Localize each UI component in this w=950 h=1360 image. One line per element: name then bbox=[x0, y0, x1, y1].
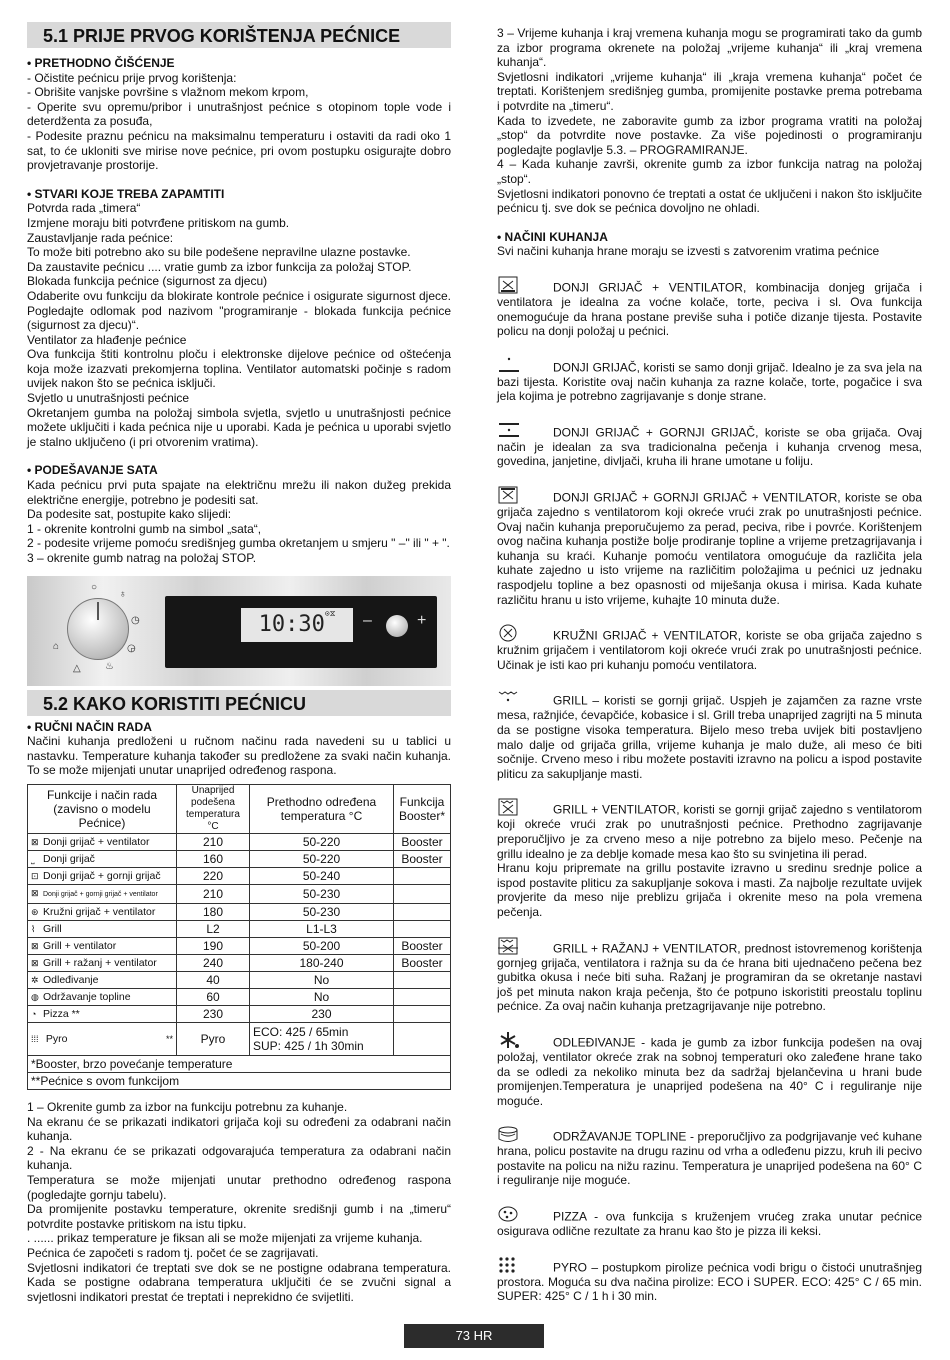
table-note-row bbox=[28, 1055, 451, 1072]
subheading-stvari: • STVARI KOJE TREBA ZAPAMTITI bbox=[27, 186, 225, 201]
table-note-row bbox=[28, 1072, 451, 1089]
paragraph: - Podesite praznu pećnicu na maksimalnu temperaturu i ostaviti da radi oko 1 sat, to će ukloniti sve mirise nove pećnice, pri ovom postupku osigurajte dobro provjetravanje prostorije. bbox=[27, 128, 451, 173]
functions-table bbox=[27, 784, 451, 1090]
mode-description bbox=[497, 623, 922, 672]
preset-temp-cell: 180 bbox=[177, 903, 250, 920]
function-name: Odleđivanje bbox=[43, 973, 99, 986]
bottom-icon bbox=[497, 355, 531, 375]
display-panel bbox=[165, 596, 437, 668]
paragraph: Zaustavljanje rada pećnice: bbox=[27, 230, 174, 245]
paragraph: Pećnica će započeti s radom tj. počet će se zagrijavati. bbox=[27, 1245, 319, 1260]
function-icon: ⌇ bbox=[31, 923, 36, 934]
pyro-eco: ECO: 425 / 65min bbox=[253, 1024, 349, 1039]
preset-temp-cell: 230 bbox=[177, 1005, 250, 1022]
function-name: Donji grijač + ventilator bbox=[43, 835, 150, 848]
mode-description bbox=[497, 485, 922, 607]
mode-text: DONJI GRIJAČ, koristi se samo donji grijač. Idealno je za sva jela na bazi tijesta. Koristite ovaj način kuhanja za razne kolače, torte, pogačice i sva jela kojima je potrebno zagrijavanje s donje strane. bbox=[497, 360, 922, 404]
cooking-mode-keep-warm bbox=[497, 1124, 922, 1188]
paragraph: - Operite svu opremu/pribor i unutrašnjost pećnice s otopinom tople vode i deterdženta za posuđa, bbox=[27, 99, 451, 129]
bulb-icon: ♁ bbox=[119, 588, 127, 600]
circular-fan-icon bbox=[497, 623, 531, 643]
paragraph: Da podesite sat, postupite kako slijedi: bbox=[27, 507, 232, 522]
booster-cell bbox=[394, 988, 451, 1005]
paragraph: Svjetlosni indikatori „vrijeme kuhanja“ ili „kraja vremena kuhanja“ počet će treptati. Korištenjem središnjeg gumba, promijenite postavke prema potrebama i potvrdite na „timeru“. bbox=[497, 69, 922, 113]
pizza-icon bbox=[497, 1204, 531, 1224]
paragraph: 2 - podesite vrijeme pomoću središnjeg gumba okretanjem u smjeru " –" ili " + ". bbox=[27, 536, 450, 551]
rucni-text: Načini kuhanja predloženi u ručnom načinu rada navedeni su u tablici u nastavku. Temperature kuhanja također su predložene za svaki način kuhanja. To se može mijenjati unutar unaprijed određenog raspona. bbox=[27, 734, 451, 778]
paragraph: Svjetlo u unutrašnjosti pećnice bbox=[27, 391, 190, 406]
paragraph: - Očistite pećnicu prije prvog korištenja: bbox=[27, 70, 237, 85]
range-cell: 50-200 bbox=[250, 937, 394, 954]
mode-text: GRILL + VENTILATOR, koristi se gornji grijač zajedno s ventilatorom koji okreće vrući zrak po unutrašnjosti pećnice. Prethodno zagrijavanje preporučljivo je za crveno meso a nije potrebno za bijelo meso. Pečenje na grillu idealno je za deblje komade mesa kao što su svinjetina ili perad. bbox=[497, 802, 922, 861]
cooking-mode-grill-fan bbox=[497, 797, 922, 919]
function-name-cell bbox=[28, 971, 177, 988]
rotisserie-icon bbox=[497, 936, 531, 956]
function-icon: ⊠ bbox=[31, 887, 39, 898]
table-row bbox=[28, 1005, 451, 1022]
function-name-cell bbox=[28, 988, 177, 1005]
function-icon: ⊡ bbox=[31, 870, 39, 881]
page-number: 73 HR bbox=[404, 1324, 544, 1348]
paragraph: Kada pećnicu prvi puta spajate na električnu mrežu ili nakon dužeg prekida električne energije, potrebno je podesiti sat. bbox=[27, 478, 451, 507]
mode-text: DONJI GRIJAČ + GORNJI GRIJAČ, koriste se oba grijača. Ovaj način je idealan za sva tradicionalna pečenja i kuhanja crvenog mesa, govedina, janjetine, divljači, kruha ili hrane umotane u foliju. bbox=[497, 425, 922, 469]
function-name-cell bbox=[28, 903, 177, 920]
function-icon: ⊠ bbox=[31, 940, 39, 951]
mode-description bbox=[497, 275, 922, 339]
function-name: Donji grijač + gornji grijač + ventilator bbox=[43, 890, 158, 898]
paragraph: Svjetlosni indikatori ponovno će treptati a ostat će uključeni i nakon što isključite pećnicu tj. sve dok se pećnica dovoljno ne ohladi. bbox=[497, 186, 922, 216]
function-name-cell bbox=[28, 884, 177, 903]
after-table-text bbox=[27, 1100, 451, 1304]
function-icon: ◔ bbox=[31, 1008, 37, 1019]
range-cell: 180-240 bbox=[250, 954, 394, 971]
cooking-mode-top-bottom-fan bbox=[497, 485, 922, 607]
function-icon: ⊛ bbox=[31, 906, 39, 917]
table-row bbox=[28, 971, 451, 988]
paragraph: Ova funkcija štiti kontrolnu ploču i elektronske dijelove pećnice od oštećenja koja može izazvati prekomjerna toplina. Ventilator automatski počinje s radom uvijek nakon što se pećnica isključi. bbox=[27, 347, 451, 391]
range-cell: 230 bbox=[250, 1005, 394, 1022]
paragraph: Potvrda rada „timera“ bbox=[27, 201, 141, 216]
paragraph: Da promijenite postavku temperature, okrenite središnji gumb i na „timeru“ potvrdite postavke pritiskom na istu tipku. bbox=[27, 1202, 451, 1231]
mode-text: PIZZA - ova funkcija s kruženjem vrućeg zraka unutar pećnice osigurava odlične rezultate za hranu kao što je pizza ili keksi. bbox=[497, 1209, 922, 1239]
cooking-mode-pyro bbox=[497, 1255, 922, 1304]
central-knob[interactable] bbox=[386, 615, 408, 637]
subheading-sat: • PODEŠAVANJE SATA bbox=[27, 463, 158, 478]
paragraph: Okretanjem gumba na položaj simbola svjetla, svjetlo u unutrašnjosti pećnice možete uključiti i kada pećnica nije u uporabi. Kada je pećnica u uporabi svjetlo je stalno uključeno (i pri otvorenim vratima). bbox=[27, 405, 451, 449]
function-name: Održavanje topline bbox=[43, 990, 131, 1003]
table-row bbox=[28, 954, 451, 971]
stop-icon: ○ bbox=[91, 581, 98, 593]
top-bottom-fan-icon bbox=[497, 485, 531, 505]
range-cell: No bbox=[250, 971, 394, 988]
range-cell: No bbox=[250, 988, 394, 1005]
mode-text: PYRO – postupkom pirolize pećnica vodi brigu o čistoći unutrašnjeg prostora. Moguća su dva načina pirolize: ECO i SUPER. ECO: 425° C / 65 min. SUPER: 425° C / 1 h i 30 min. bbox=[497, 1260, 922, 1304]
booster-cell: Booster bbox=[394, 850, 451, 867]
function-name-cell bbox=[28, 833, 177, 850]
cooking-mode-circular-fan bbox=[497, 623, 922, 672]
range-cell: L1-L3 bbox=[250, 920, 394, 937]
function-name-cell bbox=[28, 1022, 177, 1055]
pyro-icon: ⁞⁞⁞ bbox=[31, 1033, 39, 1044]
defrost-icon bbox=[497, 1030, 531, 1050]
paragraph: Na ekranu će se prikazati indikatori grijača koji su određeni za odabrani način kuhanja. bbox=[27, 1114, 451, 1144]
paragraph: 1 - okrenite kontrolni gumb na simbol „sata“, bbox=[27, 521, 262, 536]
paragraph: 3 – Vrijeme kuhanja i kraj vremena kuhanja mogu se programirati tako da gumb za izbor programa okrenete na položaj „vrijeme kuhanja“ ili „kraj vremena kuhanja“. bbox=[497, 26, 922, 70]
range-cell: 50-220 bbox=[250, 850, 394, 867]
paragraph: Blokada funkcija pećnice (sigurnost za djecu) bbox=[27, 274, 268, 289]
section-title-5-2: 5.2 KAKO KORISTITI PEĆNICU bbox=[27, 690, 451, 716]
subheading-nacini: • NAČINI KUHANJA bbox=[497, 229, 608, 244]
minus-label: – bbox=[363, 611, 372, 629]
paragraph: Kada to izvedete, ne zaboravite gumb za izbor programa vratiti na položaj „stop“ da potvrdite nove postavke. Za više pojedinosti o programiranju pogledajte poglavlje 5.3. – PROGRAMIRANJE. bbox=[497, 113, 922, 157]
mode-description bbox=[497, 420, 922, 469]
cooking-mode-grill bbox=[497, 688, 922, 781]
table-row bbox=[28, 937, 451, 954]
range-cell: 50-230 bbox=[250, 903, 394, 920]
sat-text bbox=[27, 478, 451, 566]
mode-text: GRILL + RAŽANJ + VENTILATOR, prednost istovremenog korištenja gornjeg grijača, ventilatora i ražnja su da će hrana biti ujednačeno pečena bez gubitka okusa i neće biti suha. Ražanj je programiran da se okretanje nastavi još pet minuta nakon kraja pečenja, što će potpuno iskoristiti preostalu toplinu pećnice. Za ovaj način kuhanja pretzagrijavanje nije potrebno. bbox=[497, 940, 922, 1014]
table-row bbox=[28, 903, 451, 920]
table-header-preset: Unaprijed podešena temperatura °C bbox=[177, 784, 250, 833]
range-cell: 50-230 bbox=[250, 884, 394, 903]
bell-icon: △ bbox=[73, 662, 81, 674]
cooking-mode-rotisserie bbox=[497, 936, 922, 1014]
function-name: Pizza ** bbox=[43, 1007, 80, 1020]
preset-temp-cell: 220 bbox=[177, 867, 250, 884]
preset-temp-cell: 210 bbox=[177, 833, 250, 850]
table-row bbox=[28, 920, 451, 937]
fan-bottom-icon bbox=[497, 275, 531, 295]
booster-cell bbox=[394, 920, 451, 937]
mode-description bbox=[497, 1124, 922, 1188]
table-row bbox=[28, 833, 451, 850]
left-column bbox=[27, 22, 451, 1304]
pyro-sup: SUP: 425 / 1h 30min bbox=[253, 1038, 364, 1053]
lock-icon: ⌂ bbox=[53, 640, 60, 652]
display-symbols-icon: ⊙⧖ bbox=[324, 608, 336, 618]
table-note: *Booster, brzo povećanje temperature bbox=[28, 1055, 451, 1072]
table-header-booster: Funkcija Booster* bbox=[394, 784, 451, 833]
booster-cell: Booster bbox=[394, 937, 451, 954]
booster-cell bbox=[394, 903, 451, 920]
mode-text: ODRŽAVANJE TOPLINE - preporučljivo za podgrijavanje već kuhane hrana, policu postavite na drugu razinu od vrha a odleđenu pizzu, kruh ili pecivo postavite na policu na nižu razinu. Temperatura je unaprijed podešena na 60° C i reguliranje nije moguće. bbox=[497, 1129, 922, 1188]
booster-cell: Booster bbox=[394, 954, 451, 971]
preset-temp-cell: 160 bbox=[177, 850, 250, 867]
paragraph: Odaberite ovu funkciju da blokirate kontrole pećnice i osigurate sigurnost djece. Pogledajte odlomak pod nazivom "programiranje - blokada funkcija pećnice (sigurnost za djecu)“. bbox=[27, 288, 451, 333]
display-time: 10:30 bbox=[258, 611, 325, 637]
paragraph: . ...... prikaz temperature je fiksan ali se može mijenjati za vrijeme kuhanja. bbox=[27, 1231, 423, 1246]
booster-cell: Booster bbox=[394, 833, 451, 850]
mode-description bbox=[497, 936, 922, 1014]
function-name: Kružni grijač + ventilator bbox=[43, 905, 156, 918]
mode-text: DONJI GRIJAČ + GORNJI GRIJAČ + VENTILATOR, koriste se oba grijača zajedno s ventilatorom koji okreće vrući zrak po unutrašnjosti pećnice. Ovaj način kuhanja preporučujemo za perad, peciva, ribe i povrće. Korištenjem ovog načina kuhanja postiže bolje prodiranje topline a vrijeme pretzagrijavanja i kuhanja su kraći. Kuhanje pomoću ventilatora omogućuje da različita jela kuhate zajedno u isto vrijeme na različitim položajima u pećnici uz jednaku raspodjelu topline a bez opasnosti od miješanja okusa i mirisa. Kada kuhate različitu hranu u isto vrijeme, kuhajte 10 minuta duže. bbox=[497, 490, 922, 607]
cooking-mode-bottom bbox=[497, 355, 922, 404]
section-title-5-1: 5.1 PRIJE PRVOG KORIŠTENJA PEĆNICE bbox=[27, 22, 451, 48]
cooking-mode-fan-bottom bbox=[497, 275, 922, 339]
booster-cell bbox=[394, 1022, 451, 1055]
lcd-display bbox=[241, 608, 353, 642]
table-row bbox=[28, 988, 451, 1005]
intro-text bbox=[497, 26, 922, 216]
table-header-range: Prethodno određena temperatura °C bbox=[250, 784, 394, 833]
table-row bbox=[28, 850, 451, 867]
paragraph: 1 – Okrenite gumb za izbor na funkciju potrebnu za kuhanje. bbox=[27, 1099, 348, 1114]
function-icon: ˽ bbox=[31, 853, 35, 864]
booster-cell bbox=[394, 884, 451, 903]
paragraph: Da zaustavite pećnicu .... vratie gumb za izbor funkcija za položaj STOP. bbox=[27, 259, 412, 274]
mode-description bbox=[497, 688, 922, 781]
mode-description bbox=[497, 355, 922, 404]
range-cell: 50-220 bbox=[250, 833, 394, 850]
paragraph: 2 - Na ekranu će se prikazati odgovarajuća temperatura za odabrani način kuhanja. bbox=[27, 1143, 451, 1173]
paragraph: Temperatura se može mijenjati unutar prethodno određenog raspona (pogledajte gornju tabelu). bbox=[27, 1172, 451, 1202]
modes-list bbox=[497, 275, 922, 1304]
function-name: Grill + ventilator bbox=[43, 939, 117, 952]
mode-text: ODLEĐIVANJE - kada je gumb za izbor funkcija podešen na ovaj položaj, ventilator okreće zrak na sobnoj temperaturi oko zaleđene hrane tako da se odledi za nekoliko minuta bez da sadržaj bjelančevina u hrani bude promijenjen.Temperatura je unaprijed podešena na 40° C i reguliranje nije moguće. bbox=[497, 1035, 922, 1108]
pyro-star: ** bbox=[165, 1033, 173, 1044]
mode-description bbox=[497, 797, 922, 861]
stvari-text bbox=[27, 201, 451, 449]
keep-warm-icon bbox=[497, 1124, 531, 1144]
preset-temp-cell: L2 bbox=[177, 920, 250, 937]
subheading-rucni: • RUČNI NAČIN RADA bbox=[27, 719, 152, 734]
preset-temp-cell: Pyro bbox=[177, 1022, 250, 1055]
cook-icon: ♨ bbox=[105, 660, 114, 672]
function-knob[interactable] bbox=[67, 598, 129, 660]
mode-text: GRILL – koristi se gornji grijač. Uspjeh je zajamčen za razne vrste mesa, ražnjiće, ćevapčiće, kobasice i sl. Grill treba unaprijed zagrijti na 5 minuta da se postigne visoka temperatura. Bijelo meso treba uvijek biti postavljeno malo dalje od grijača grilla, vrijeme kuhanja je malo duže, ali meso će biti sočnije. Crveno meso i ribu možete postaviti izravno na policu a ispod postavite pliticu za sakupljanje masti. bbox=[497, 693, 922, 781]
timer-icon: ◶ bbox=[127, 642, 136, 654]
clock-icon: ◷ bbox=[131, 614, 140, 626]
right-column bbox=[497, 26, 922, 1304]
range-cell bbox=[250, 1022, 394, 1055]
preset-temp-cell: 60 bbox=[177, 988, 250, 1005]
function-name-cell bbox=[28, 867, 177, 884]
function-name-cell bbox=[28, 850, 177, 867]
mode-text: DONJI GRIJAČ + VENTILATOR, kombinacija donjeg grijača i ventilatora je idealna za voćne kolače, torte, peciva i sl. Ova funkcija onemogućuje da hrana postane previše suha i potiče dizanje tijesta. Postavite policu na donji položaj u pećnici. bbox=[497, 280, 922, 339]
paragraph: Izmjene moraju biti potvrđene pritiskom na gumb. bbox=[27, 215, 290, 230]
table-note: **Pećnice s ovom funkcijom bbox=[28, 1072, 451, 1089]
function-name-cell bbox=[28, 1005, 177, 1022]
paragraph: Svjetlosni indikatori će treptati sve dok se ne postigne odabrana temperatura. Kada se postigne odabrana temperatura uključiti će se zvučni signal a svjetlosni indikatori prestat će treptati i neprekidno će svijetliti. bbox=[27, 1260, 451, 1304]
preset-temp-cell: 210 bbox=[177, 884, 250, 903]
control-panel-illustration bbox=[27, 576, 451, 686]
paragraph: Ventilator za hlađenje pećnice bbox=[27, 332, 187, 347]
paragraph: 4 – Kada kuhanje završi, okrenite gumb za izbor funkcija natrag na položaj „stop“. bbox=[497, 157, 922, 186]
mode-description bbox=[497, 1255, 922, 1304]
function-icon: ⊠ bbox=[31, 957, 39, 968]
mode-description bbox=[497, 1030, 922, 1108]
function-name: Donji grijač + gornji grijač bbox=[43, 869, 161, 882]
preset-temp-cell: 190 bbox=[177, 937, 250, 954]
booster-cell bbox=[394, 971, 451, 988]
table-row bbox=[28, 867, 451, 884]
pyro-icon bbox=[497, 1255, 531, 1275]
cooking-mode-defrost bbox=[497, 1030, 922, 1108]
function-name: Pyro bbox=[45, 1032, 68, 1045]
function-name-cell bbox=[28, 954, 177, 971]
mode-extra-text: Hranu koju pripremate na grillu postavite izravno u sredinu srednje police a ispod postavite pliticu za sakupljanje sokova i masti. Za najbolje rezultate uvijek provjerite da meso nije preblizu grijača i okrenite meso na pola vremena pečenja. bbox=[497, 861, 922, 919]
paragraph: To može biti potrebno ako su bile podešene nepravilne ulazne postavke. bbox=[27, 245, 411, 260]
mode-description bbox=[497, 1204, 922, 1239]
function-name: Grill bbox=[43, 922, 62, 935]
function-icon: ⊠ bbox=[31, 836, 39, 847]
function-icon: ◍ bbox=[31, 991, 39, 1002]
grill-icon bbox=[497, 688, 531, 708]
function-name: Donji grijač bbox=[43, 852, 95, 865]
function-name-cell bbox=[28, 937, 177, 954]
paragraph: - Obrišite vanjske površine s vlažnom mekom krpom, bbox=[27, 85, 309, 100]
table-row bbox=[28, 884, 451, 903]
booster-cell bbox=[394, 1005, 451, 1022]
range-cell: 50-240 bbox=[250, 867, 394, 884]
top-bottom-icon bbox=[497, 420, 531, 440]
subheading-prethodno: • PRETHODNO ČIŠĆENJE bbox=[27, 56, 175, 70]
booster-cell bbox=[394, 867, 451, 884]
paragraph: 3 – okrenite gumb natrag na položaj STOP. bbox=[27, 551, 257, 565]
preset-temp-cell: 40 bbox=[177, 971, 250, 988]
cooking-mode-pizza bbox=[497, 1204, 922, 1239]
mode-text: KRUŽNI GRIJAČ + VENTILATOR, koriste se oba grijača zajedno s kružnim grijačem i ventilatorom koji okreće vrući zrak po unutrašnjosti pećnice. Učinak je isti kao pri kuhanju pomoću ventilatora. bbox=[497, 628, 922, 672]
plus-label: + bbox=[417, 611, 427, 629]
grill-fan-icon bbox=[497, 797, 531, 817]
preset-temp-cell: 240 bbox=[177, 954, 250, 971]
cooking-mode-top-bottom bbox=[497, 420, 922, 469]
prethodno-text bbox=[27, 71, 451, 173]
nacini-sub: Svi načini kuhanja hrane moraju se izvesti s zatvorenim vratima pećnice bbox=[497, 244, 880, 259]
table-header-function: Funkcije i način rada (zavisno o modelu Pećnice) bbox=[28, 784, 177, 833]
function-icon: ✲ bbox=[31, 974, 39, 985]
function-name-cell bbox=[28, 920, 177, 937]
table-row-pyro bbox=[28, 1022, 451, 1055]
function-name: Grill + ražanj + ventilator bbox=[43, 956, 157, 969]
